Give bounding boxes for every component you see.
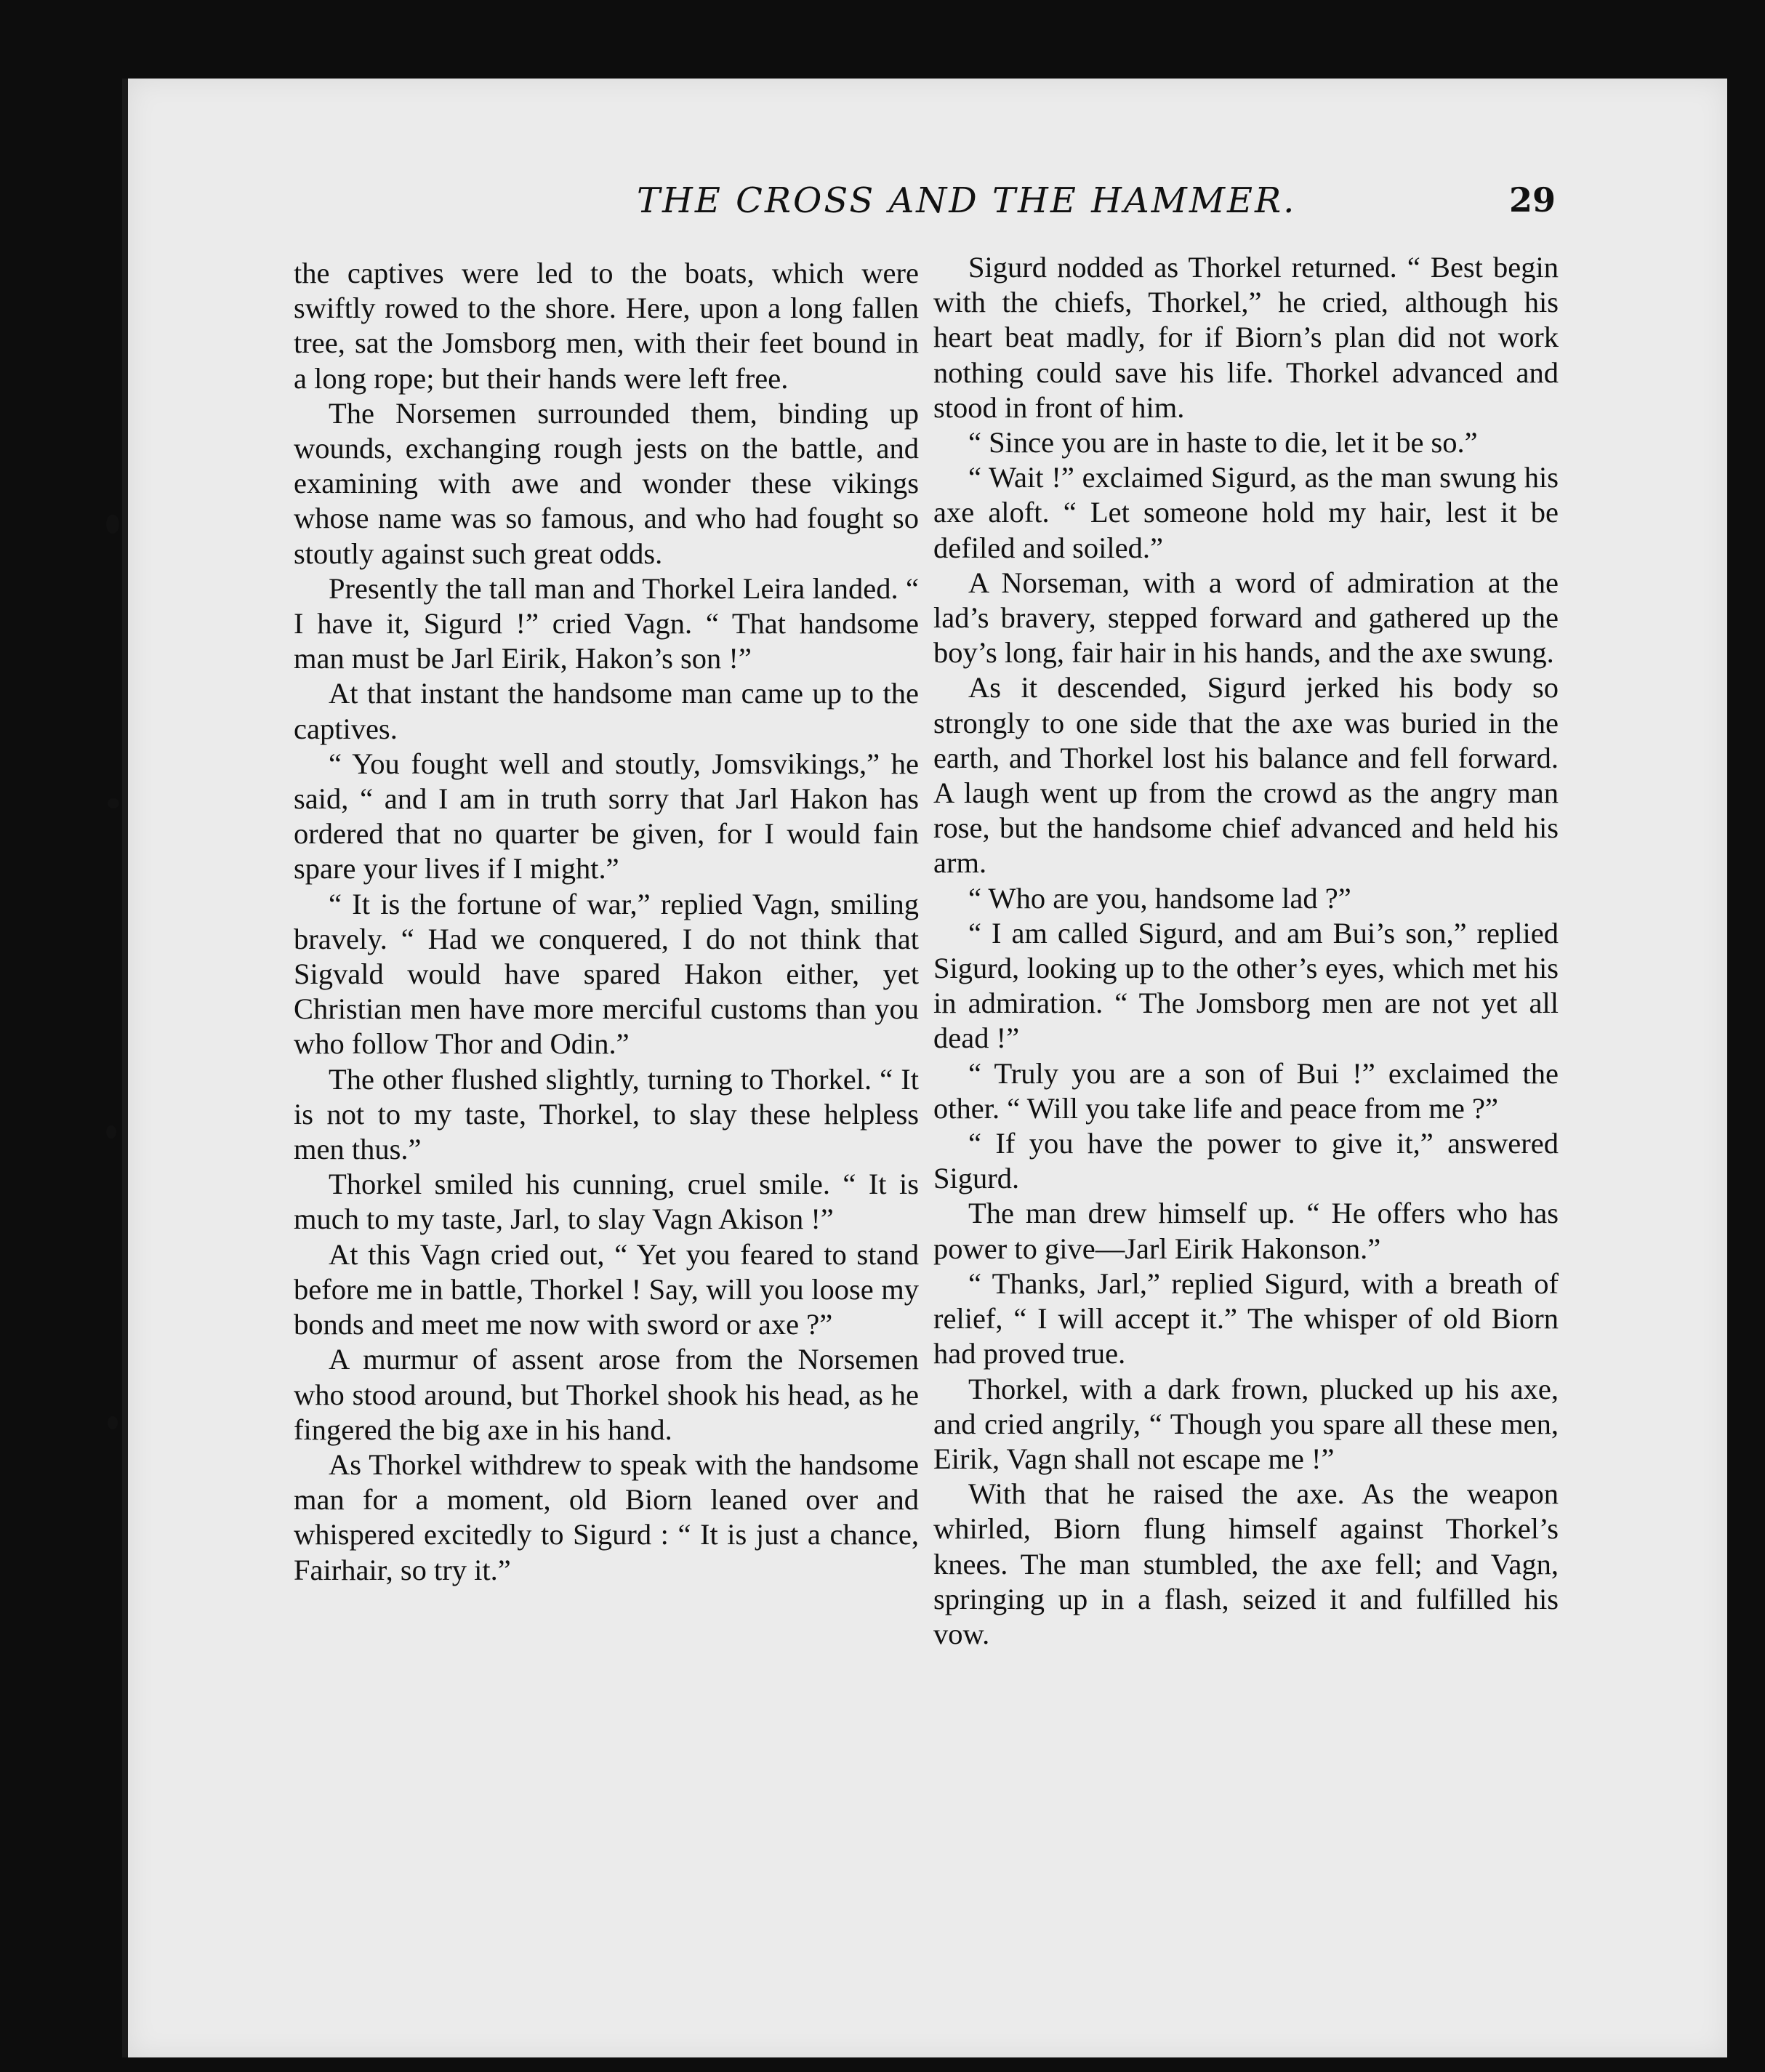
paragraph: A Norseman, with a word of admiration at the lad’s bravery, stepped forward and gathered up the boy’s long, fair hair in his hands, and the axe swung.	[933, 566, 1559, 670]
paragraph: With that he raised the axe. As the weapon whirled, Biorn flung himself against Thorkel’s knees. The man stumbled, the axe fell; and Vagn, springing up in a flash, seized it and fulfilled his vow.	[933, 1477, 1559, 1650]
paragraph: “ Wait !” exclaimed Sigurd, as the man swung his axe aloft. “ Let someone hold my hair, lest it be defiled and soiled.”	[933, 461, 1559, 564]
book-page	[122, 79, 1727, 2057]
paragraph: At this Vagn cried out, “ Yet you feared to stand before me in battle, Thorkel ! Say, will you loose my bonds and meet me now with sword or axe ?”	[294, 1237, 919, 1341]
paragraph: Thorkel smiled his cunning, cruel smile. “ It is much to my taste, Jarl, to slay Vagn Akison !”	[294, 1168, 919, 1236]
paragraph: “ Thanks, Jarl,” replied Sigurd, with a breath of relief, “ I will accept it.” The whisper of old Biorn had proved true.	[933, 1266, 1559, 1370]
paragraph: Sigurd nodded as Thorkel returned. “ Best begin with the chiefs, Thorkel,” he cried, although his heart beat madly, for if Biorn’s plan did not work nothing could save his life. Thorkel advanced and stood in front of him.	[933, 251, 1559, 424]
paragraph: “ Who are you, handsome lad ?”	[968, 881, 1351, 915]
paragraph: As it descended, Sigurd jerked his body so strongly to one side that the axe was buried in the earth, and Thorkel lost his balance and fell forward. A laugh went up from the crowd as the angry man rose, but the handsome chief advanced and held his arm.	[933, 671, 1559, 880]
margin-ink-spot	[108, 1416, 118, 1429]
left-text-column	[294, 256, 919, 1588]
right-text-column	[933, 250, 1559, 1652]
paragraph: The man drew himself up. “ He offers who has power to give—Jarl Eirik Hakonson.”	[933, 1197, 1559, 1265]
margin-ink-spot	[106, 515, 119, 534]
margin-ink-spot	[108, 798, 119, 808]
paragraph: “ If you have the power to give it,” answered Sigurd.	[933, 1127, 1559, 1195]
paragraph: Thorkel, with a dark frown, plucked up his axe, and cried angrily, “ Though you spare all these men, Eirik, Vagn shall not escape me !”	[933, 1372, 1559, 1475]
page-number: 29	[1509, 180, 1556, 220]
paragraph: At that instant the handsome man came up to the captives.	[294, 677, 919, 745]
paragraph: As Thorkel withdrew to speak with the handsome man for a moment, old Biorn leaned over and whispered excitedly to Sigurd : “ It is just a chance, Fairhair, so try it.”	[294, 1447, 919, 1586]
running-title: THE CROSS AND THE HAMMER.	[637, 180, 1297, 221]
paragraph: Presently the tall man and Thorkel Leira landed. “ I have it, Sigurd !” cried Vagn. “ That handsome man must be Jarl Eirik, Hakon’s son !”	[294, 571, 919, 675]
paragraph: “ Since you are in haste to die, let it be so.”	[968, 426, 1478, 459]
paragraph: “ Truly you are a son of Bui !” exclaimed the other. “ Will you take life and peace from me ?”	[933, 1056, 1559, 1125]
page-header	[128, 180, 1727, 238]
paragraph: “ I am called Sigurd, and am Bui’s son,” replied Sigurd, looking up to the other’s eyes, which met his in admiration. “ The Jomsborg men are not yet all dead !”	[933, 916, 1559, 1055]
paragraph: the captives were led to the boats, which were swiftly rowed to the shore. Here, upon a long fallen tree, sat the Jomsborg men, with their feet bound in a long rope; but their hands were left free.	[294, 257, 919, 395]
paragraph: The Norsemen surrounded them, binding up wounds, exchanging rough jests on the battle, and examining with awe and wonder these vikings whose name was so famous, and who had fought so stoutly against such great odds.	[294, 396, 919, 570]
paragraph: “ It is the fortune of war,” replied Vagn, smiling bravely. “ Had we conquered, I do not think that Sigvald would have spared Hakon either, yet Christian men have more merciful customs than you who follow Thor and Odin.”	[294, 887, 919, 1061]
paragraph: A murmur of assent arose from the Norsemen who stood around, but Thorkel shook his head, as he fingered the big axe in his hand.	[294, 1343, 919, 1446]
paragraph: The other flushed slightly, turning to Thorkel. “ It is not to my taste, Thorkel, to slay these helpless men thus.”	[294, 1062, 919, 1166]
margin-ink-spot	[106, 1125, 116, 1139]
paragraph: “ You fought well and stoutly, Jomsvikings,” he said, “ and I am in truth sorry that Jarl Hakon has ordered that no quarter be given, for I would fain spare your lives if I might.”	[294, 747, 919, 886]
